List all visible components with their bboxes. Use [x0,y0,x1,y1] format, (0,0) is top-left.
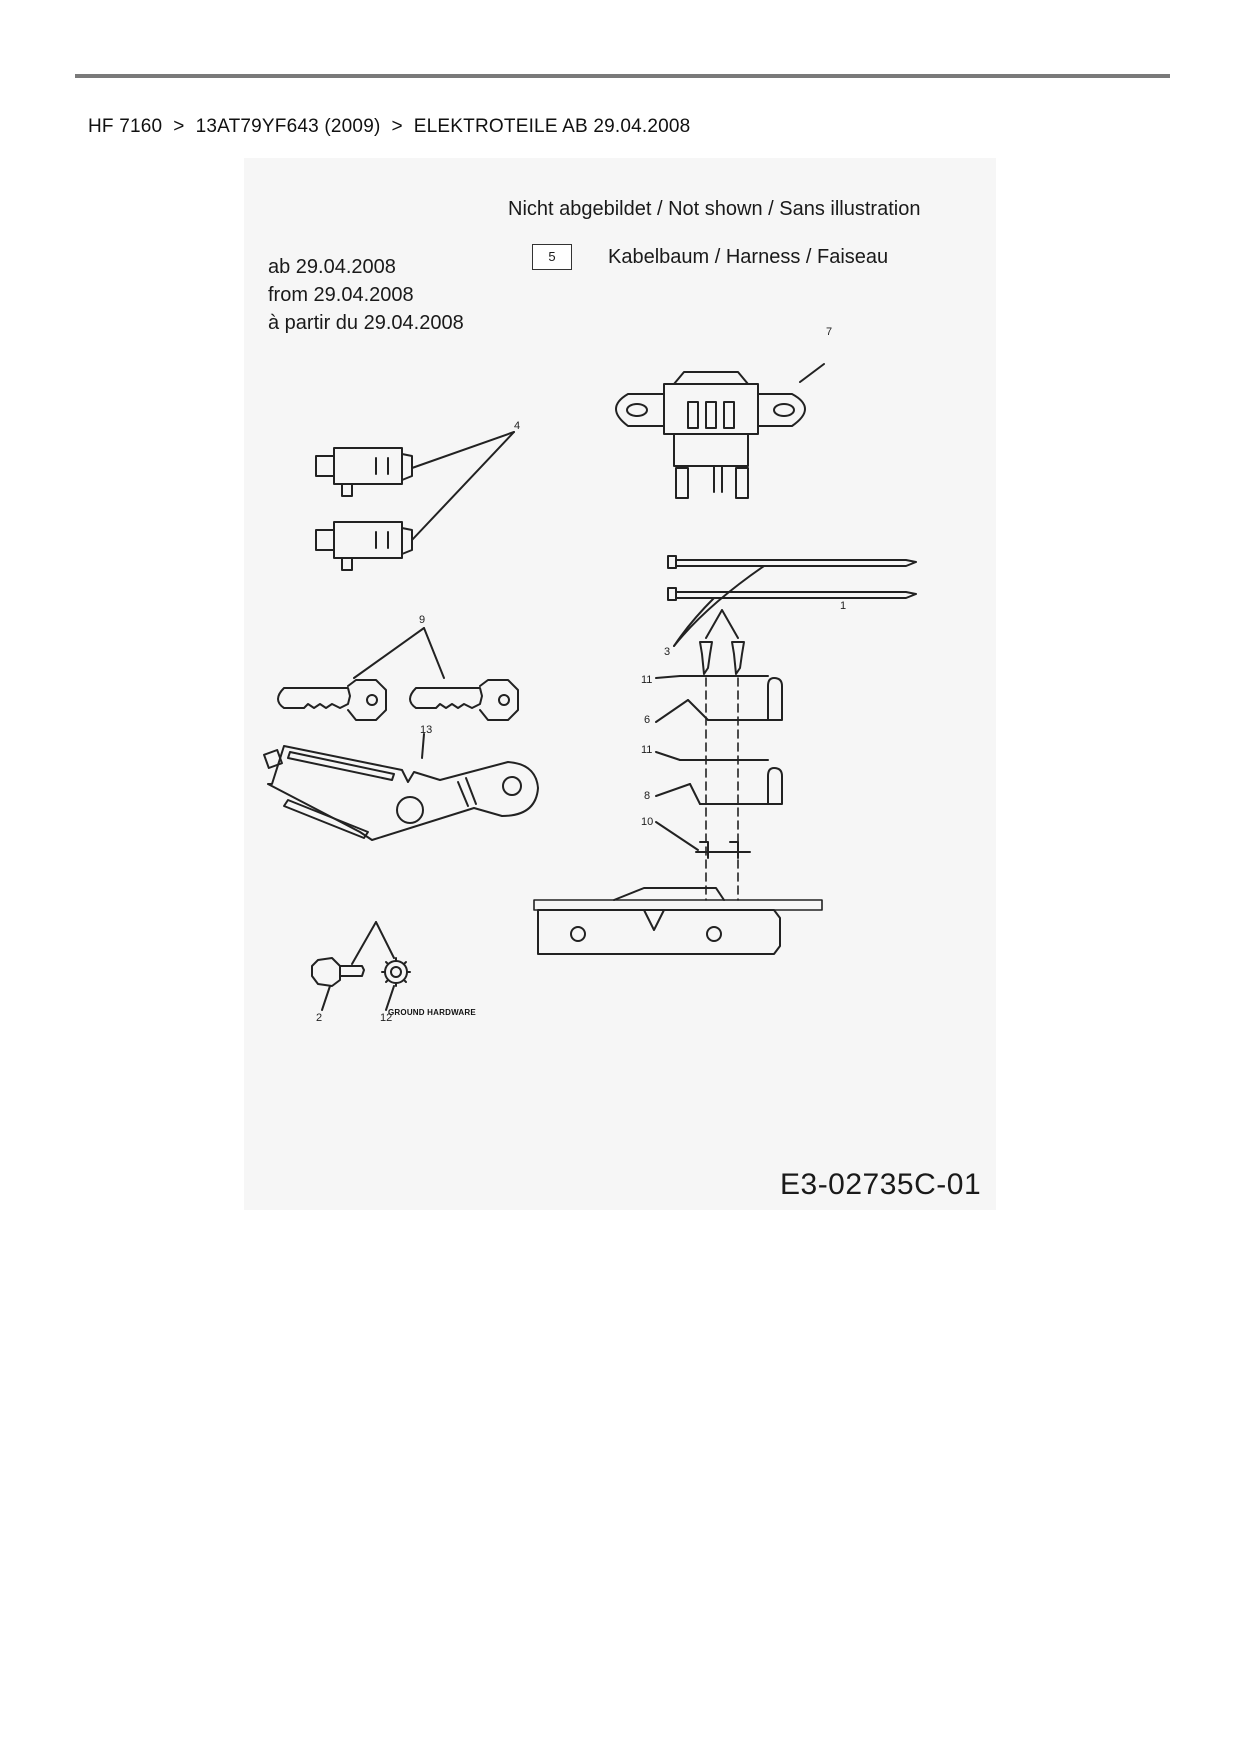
callout-4: 4 [514,420,521,432]
harness-ref-number: 5 [532,244,572,270]
breadcrumb-item-model[interactable]: HF 7160 [88,116,163,137]
callout-6: 6 [644,714,651,726]
drawing-code: E3-02735C-01 [780,1168,982,1201]
callout-1: 1 [840,600,847,612]
callout-11: 11 [641,674,653,686]
ground-hardware-label: GROUND HARDWARE [388,1008,476,1017]
part-fastener-stack-icon [656,610,782,900]
callout-11: 11 [641,744,653,756]
breadcrumb-item-variant[interactable]: 13AT79YF643 (2009) [195,116,381,137]
breadcrumb [88,116,690,138]
top-divider [75,74,1170,78]
callout-8: 8 [644,790,651,802]
breadcrumb-separator: > [173,116,185,137]
callout-2: 2 [316,1012,323,1024]
part-bracket-icon [264,734,538,840]
part-mounting-plate-icon [534,888,822,954]
part-keys-icon [278,628,518,720]
callout-9: 9 [419,614,426,626]
date-line-de: ab 29.04.2008 [268,256,396,278]
not-shown-heading: Nicht abgebildet / Not shown / Sans illustration [508,198,921,220]
callout-13: 13 [420,724,433,736]
breadcrumb-separator: > [391,116,403,137]
callout-12: 12 [380,1012,393,1024]
part-ground-hardware-icon [312,922,410,1010]
part-interlock-switches-icon [316,432,514,570]
part-solenoid-icon [616,364,824,498]
date-line-en: from 29.04.2008 [268,284,414,306]
harness-label: Kabelbaum / Harness / Faiseau [608,246,889,268]
parts-diagram [244,158,996,1210]
callout-10: 10 [641,816,654,828]
callout-3: 3 [664,646,671,658]
part-cable-ties-icon [668,556,916,646]
date-line-fr: à partir du 29.04.2008 [268,312,464,334]
callout-7: 7 [826,326,833,338]
breadcrumb-item-section: ELEKTROTEILE AB 29.04.2008 [413,116,691,137]
